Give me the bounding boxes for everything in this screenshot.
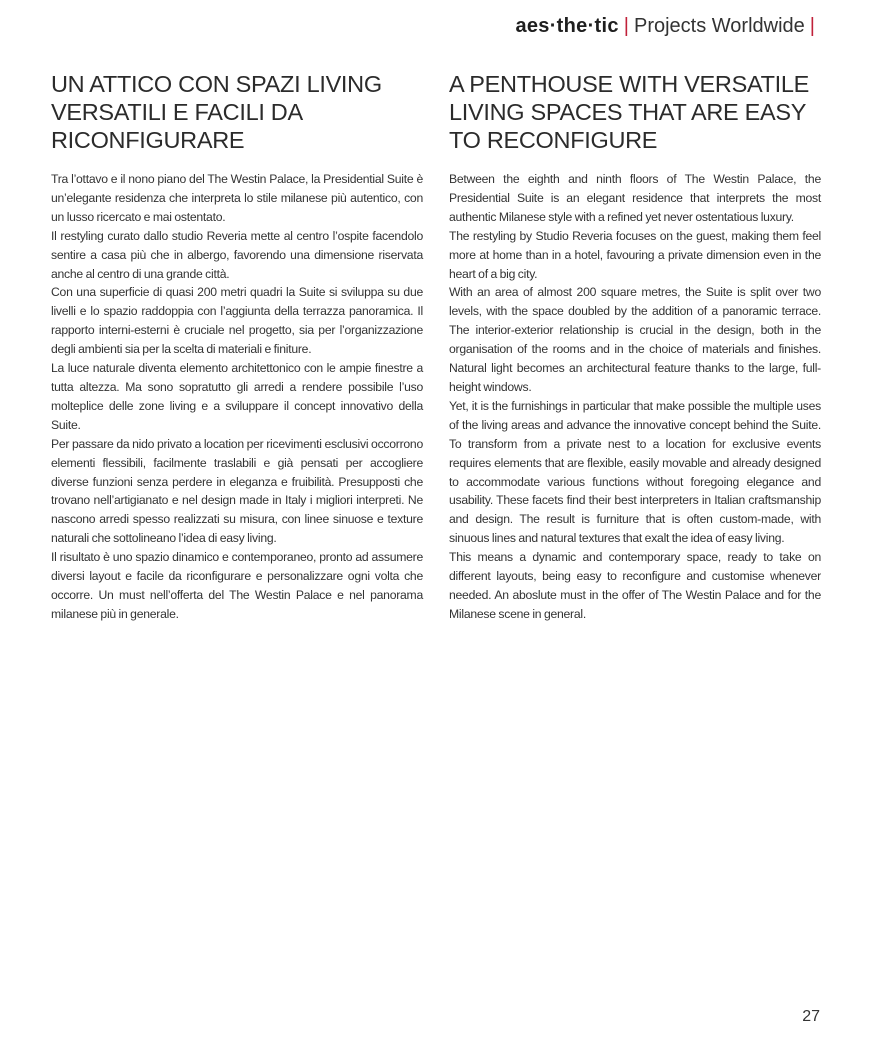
english-paragraph: With an area of almost 200 square metres, the Suite is split over two levels, with the space doubled by the addition of a panoramic terrace. The interior-exterior relationship is crucial in the design, both in the organisation of the rooms and in the choice of materials and finishes. Natural light becomes an architectural feature thanks to the large, full-height windows. [449,285,821,394]
english-paragraph: This means a dynamic and contemporary space, ready to take on different layouts, being easy to reconfigure and customise whenever needed. An aboslute must in the offer of The Westin Palace and for the Milanese scene in general. [449,550,821,621]
italian-column [51,70,423,624]
english-body [449,170,821,624]
italian-paragraph: Tra l’ottavo e il nono piano del The Westin Palace, la Presidential Suite è un’elegante residenza che interpreta lo stile milanese più autentico, con un lusso ricercato e mai ostentato. [51,172,423,224]
header-separator: | [623,15,629,37]
italian-paragraph: Il risultato è uno spazio dinamico e contemporaneo, pronto ad assumere diversi layout e facile da riconfigurare e personalizzare ogni volta che occorre. Un must nell’offerta del The Westin Palace e nel panorama milanese più in generale. [51,550,423,621]
english-title: A PENTHOUSE WITH VERSATILE LIVING SPACES THAT ARE EASY TO RECONFIGURE [449,71,809,153]
italian-paragraph: Con una superficie di quasi 200 metri quadri la Suite si sviluppa su due livelli e lo spazio raddoppia con l’aggiunta della terrazza panoramica. Il rapporto interni-esterni è cruciale nel progetto, sia per l’organizzazione degli ambienti sia per la scelta di materiali e finiture. [51,285,423,357]
english-paragraph: The restyling by Studio Reveria focuses on the guest, making them feel more at home than in a hotel, favouring a private dimension even in the heart of a big city. [449,228,821,281]
italian-title: UN ATTICO CON SPAZI LIVING VERSATILI E FACILI DA RICONFIGURARE [51,71,382,153]
magazine-brand: aes·the·tic [515,15,619,37]
italian-paragraph: La luce naturale diventa elemento architettonico con le ampie finestre a tutta altezza. Ma sono sopratutto gli arredi a rendere possibile l’uso molteplice delle zone living e a sviluppare il concept innovativo della Suite. [51,361,423,432]
english-column [449,70,821,624]
english-paragraph: Yet, it is the furnishings in particular that make possible the multiple uses of the living areas and advance the innovative concept behind the Suite. To transform from a private nest to a location for exclusive events requires elements that are flexible, easily movable and already designed to accommodate various functions without foregoing elegance and usability. These facets find their best interpreters in Italian craftsmanship and design. The result is furniture that is often custom-made, with sinuous lines and natural textures that exalt the idea of easy living. [449,398,821,546]
running-header [515,14,820,38]
page-number: 27 [802,1008,820,1025]
italian-paragraph: Per passare da nido privato a location per ricevimenti esclusivi occorrono elementi flessibili, facilmente traslabili e già pensati per accogliere diverse funzioni senza perdere in eleganza e fruibilità. Presupposti che trovano nell’artigianato e nel design made in Italy i migliori interpreti. Ne nascono arredi spesso realizzati su misura, con linee sinuose e texture naturali che sottolineano l’idea di easy living. [51,436,423,546]
english-paragraph: Between the eighth and ninth floors of The Westin Palace, the Presidential Suite is an elegant residence that interprets the most authentic Milanese style with a refined yet never ostentatious luxury. [449,172,821,224]
section-title: Projects Worldwide [633,15,805,37]
italian-paragraph: Il restyling curato dallo studio Reveria mette al centro l’ospite facendolo sentire a casa più che in albergo, favorendo una dimensione riservata anche al centro di una grande città. [51,228,423,281]
header-trailing-separator: | [809,15,815,37]
italian-body [51,170,423,624]
